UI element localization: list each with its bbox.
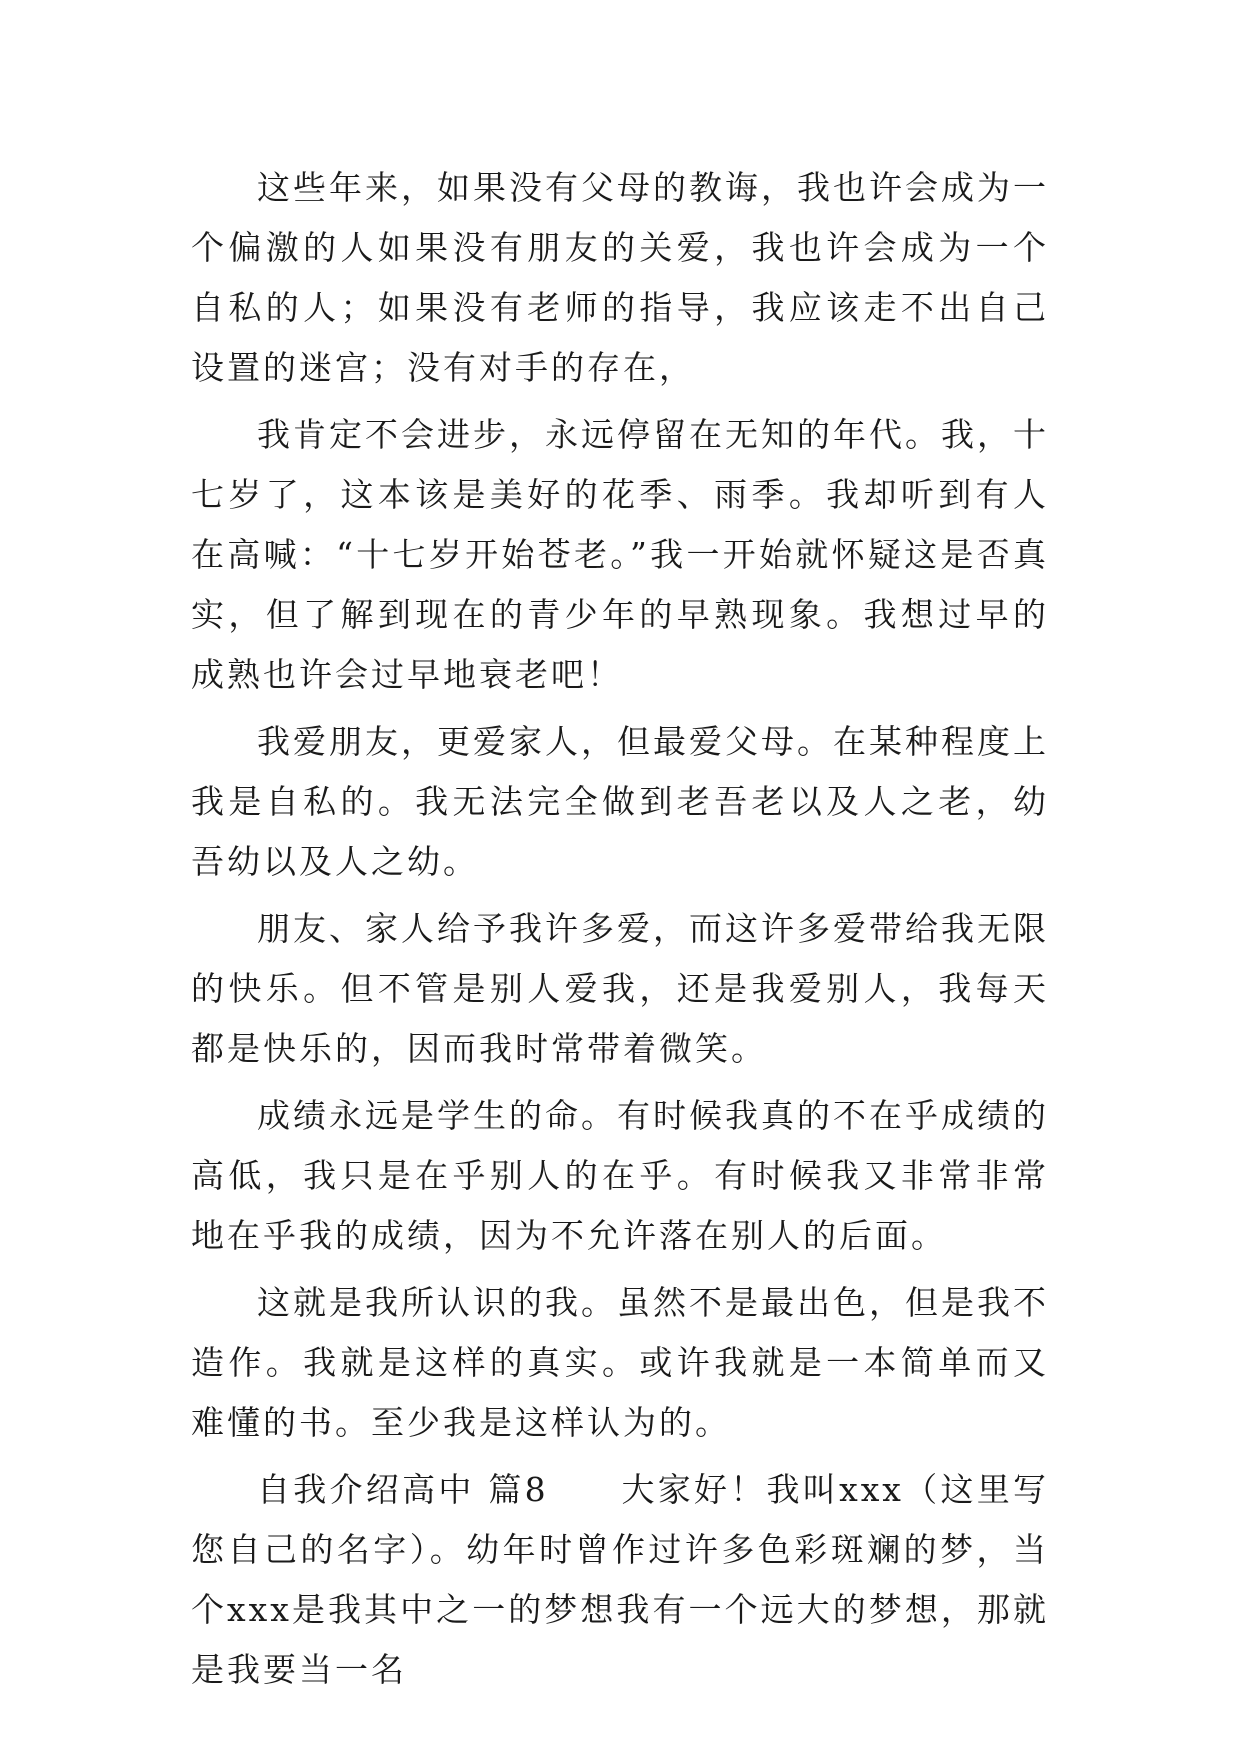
paragraph: 成绩永远是学生的命。有时候我真的不在乎成绩的高低，我只是在乎别人的在乎。有时候我又非常非常地在乎我的成绩，因为不允许落在别人的后面。	[191, 1096, 1049, 1255]
paragraph: 朋友、家人给予我许多爱，而这许多爱带给我无限的快乐。但不管是别人爱我，还是我爱别人，我每天都是快乐的，因而我时常带着微笑。	[191, 909, 1049, 1068]
paragraph: 这就是我所认识的我。虽然不是最出色，但是我不造作。我就是这样的真实。或许我就是一本简单而又难懂的书。至少我是这样认为的。	[191, 1283, 1049, 1442]
paragraph: 我爱朋友，更爱家人，但最爱父母。在某种程度上我是自私的。我无法完全做到老吾老以及人之老，幼吾幼以及人之幼。	[191, 722, 1049, 881]
paragraph: 我肯定不会进步，永远停留在无知的年代。我，十七岁了，这本该是美好的花季、雨季。我却听到有人在高喊：“十七岁开始苍老。”我一开始就怀疑这是否真实，但了解到现在的青少年的早熟现象。我想过早的成熟也许会过早地衰老吧！	[191, 415, 1049, 694]
document-body	[191, 158, 1049, 1707]
paragraph: 这些年来，如果没有父母的教诲，我也许会成为一个偏激的人如果没有朋友的关爱，我也许会成为一个自私的人；如果没有老师的指导，我应该走不出自己设置的迷宫；没有对手的存在，	[191, 168, 1049, 387]
paragraph: 自我介绍高中 篇8 大家好！我叫xxx（这里写您自己的名字）。幼年时曾作过许多色彩斑斓的梦，当个xxx是我其中之一的梦想我有一个远大的梦想，那就是我要当一名	[191, 1470, 1049, 1689]
